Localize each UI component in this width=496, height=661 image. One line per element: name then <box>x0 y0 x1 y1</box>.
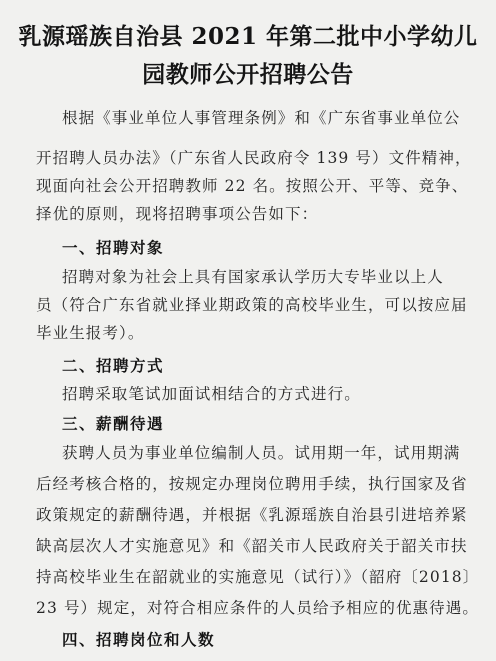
document-title-line-2: 园教师公开招聘公告 <box>142 61 354 88</box>
intro-paragraph-line: 现面向社会公开招聘教师 22 名。按照公开、平等、竞争、 <box>36 177 469 195</box>
section3-paragraph-line: 23 号）规定，对符合相应条件的人员给予相应的优惠待遇。 <box>36 599 479 617</box>
section-heading-recruitment-method: 二、招聘方式 <box>62 356 165 375</box>
section-heading-recruitment-target: 一、招聘对象 <box>62 238 165 257</box>
section-heading-salary-benefits: 三、薪酬待遇 <box>62 414 165 433</box>
section3-paragraph-line: 缺高层次人才实施意见》和《韶关市人民政府关于韶关市扶 <box>36 537 468 555</box>
section1-paragraph-line: 员（符合广东省就业择业期政策的高校毕业生，可以按应届 <box>36 296 468 314</box>
section-heading-positions-and-numbers: 四、招聘岗位和人数 <box>62 630 216 649</box>
document-title-line-1: 乳源瑶族自治县 2021 年第二批中小学幼儿 <box>18 23 478 50</box>
section3-paragraph-line: 获聘人员为事业单位编制人员。试用期一年，试用期满 <box>62 444 461 462</box>
intro-paragraph-line: 根据《事业单位人事管理条例》和《广东省事业单位公 <box>62 109 461 127</box>
section1-paragraph-line: 毕业生报考）。 <box>36 324 145 342</box>
section3-paragraph-line: 政策规定的薪酬待遇，并根据《乳源瑶族自治县引进培养紧 <box>36 506 468 524</box>
section2-paragraph-line: 招聘采取笔试加面试相结合的方式进行。 <box>62 385 361 403</box>
section3-paragraph-line: 持高校毕业生在韶就业的实施意见（试行）》（韶府〔2018〕 <box>36 568 480 586</box>
intro-paragraph-line: 开招聘人员办法》（广东省人民政府令 139 号）文件精神， <box>36 149 472 167</box>
section3-paragraph-line: 后经考核合格的，按规定办理岗位聘用手续，执行国家及省 <box>36 475 468 493</box>
section1-paragraph-line: 招聘对象为社会上具有国家承认学历大专毕业以上人 <box>62 268 444 286</box>
intro-paragraph-line: 择优的原则，现将招聘事项公告如下： <box>36 205 319 223</box>
